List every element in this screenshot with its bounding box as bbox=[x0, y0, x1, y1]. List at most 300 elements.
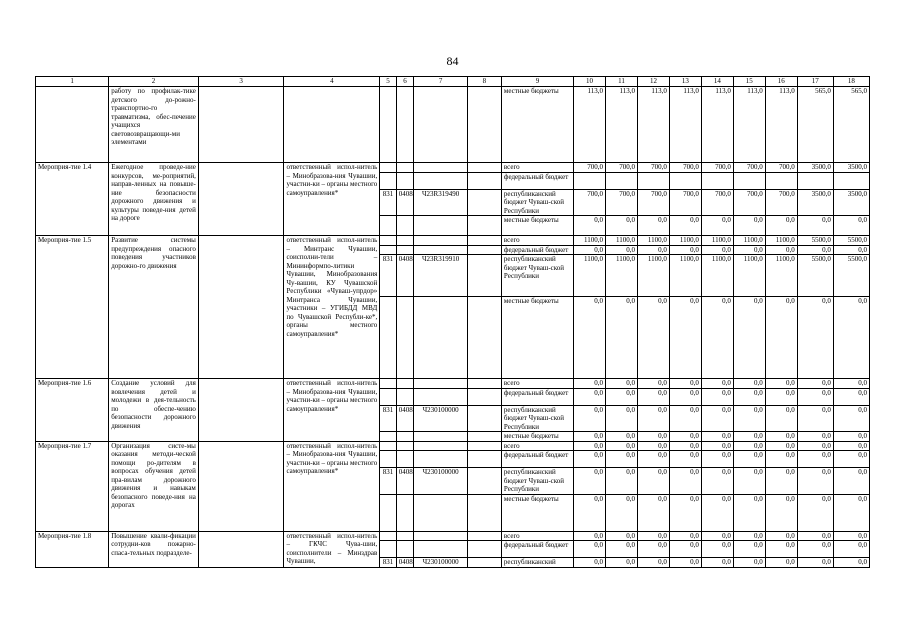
funding-source: республиканский бюджет Чуваш-ской Республики bbox=[501, 405, 573, 432]
value-cell: 1100,0 bbox=[765, 236, 797, 246]
value-cell: 0,0 bbox=[797, 432, 833, 442]
value-cell: 0,0 bbox=[833, 441, 869, 451]
value-cell bbox=[765, 172, 797, 189]
value-cell: 0,0 bbox=[733, 558, 765, 568]
value-cell bbox=[637, 172, 669, 189]
cell-empty bbox=[396, 87, 414, 163]
value-cell: 0,0 bbox=[637, 531, 669, 541]
cell-empty bbox=[380, 216, 396, 236]
funding-source: местные бюджеты bbox=[501, 494, 573, 531]
cell-empty bbox=[198, 531, 284, 567]
header-cell: 10 bbox=[574, 77, 606, 87]
activity-name: Мероприя-тие 1.6 bbox=[36, 379, 109, 442]
cell-empty bbox=[380, 245, 396, 255]
value-cell: 0,0 bbox=[606, 531, 638, 541]
activity-row bbox=[36, 236, 870, 246]
page-number: 84 bbox=[446, 54, 459, 68]
cell-empty bbox=[396, 236, 414, 246]
value-cell: 0,0 bbox=[669, 388, 701, 405]
value-cell: 0,0 bbox=[833, 388, 869, 405]
cell-empty bbox=[380, 379, 396, 389]
value-cell: 700,0 bbox=[733, 163, 765, 173]
rzpr-code: 0408 bbox=[396, 255, 414, 297]
cell-empty bbox=[467, 87, 501, 163]
value-cell bbox=[606, 172, 638, 189]
value-cell: 0,0 bbox=[637, 441, 669, 451]
cell-empty bbox=[467, 172, 501, 189]
value-cell: 0,0 bbox=[833, 494, 869, 531]
value-cell: 0,0 bbox=[733, 405, 765, 432]
value-cell: 0,0 bbox=[669, 432, 701, 442]
value-cell: 1100,0 bbox=[669, 255, 701, 297]
grbs-code: 831 bbox=[380, 405, 396, 432]
funding-source: всего bbox=[501, 236, 573, 246]
activity-executor: ответственный испол-нитель – Минобразова-ния Чувашии, участни-ки – органы местного самоуправления* bbox=[284, 441, 380, 531]
value-cell: 0,0 bbox=[701, 541, 733, 558]
value-cell: 113,0 bbox=[765, 87, 797, 163]
value-cell: 0,0 bbox=[833, 405, 869, 432]
cell-empty bbox=[380, 531, 396, 541]
value-cell: 0,0 bbox=[606, 432, 638, 442]
cell-empty bbox=[414, 531, 468, 541]
value-cell: 0,0 bbox=[669, 297, 701, 379]
value-cell: 0,0 bbox=[733, 468, 765, 495]
cell-empty bbox=[396, 494, 414, 531]
value-cell: 0,0 bbox=[797, 388, 833, 405]
cont-description: работу по профилак-тике детского до-рожно-транспортно-го травматизма, обес-печение учащихся световозвращающи-ми элементами bbox=[109, 87, 199, 163]
value-cell: 0,0 bbox=[574, 297, 606, 379]
value-cell: 0,0 bbox=[765, 451, 797, 468]
cell-empty bbox=[467, 236, 501, 246]
value-cell: 0,0 bbox=[733, 432, 765, 442]
value-cell: 0,0 bbox=[797, 531, 833, 541]
value-cell: 0,0 bbox=[574, 468, 606, 495]
continuation-row bbox=[36, 87, 870, 163]
value-cell: 0,0 bbox=[765, 216, 797, 236]
value-cell: 700,0 bbox=[765, 163, 797, 173]
value-cell: 0,0 bbox=[637, 451, 669, 468]
value-cell: 0,0 bbox=[606, 494, 638, 531]
value-cell: 1100,0 bbox=[637, 236, 669, 246]
value-cell: 0,0 bbox=[797, 297, 833, 379]
csr-code: Ч230100000 bbox=[414, 405, 468, 432]
value-cell: 0,0 bbox=[797, 216, 833, 236]
cell-empty bbox=[396, 541, 414, 558]
value-cell: 0,0 bbox=[701, 441, 733, 451]
value-cell: 0,0 bbox=[574, 405, 606, 432]
rzpr-code: 0408 bbox=[396, 468, 414, 495]
funding-source: федеральный бюджет bbox=[501, 541, 573, 558]
activity-executor: ответственный испол-нитель – Минобразова-ния Чувашии, участни-ки – органы местного самоуправления* bbox=[284, 163, 380, 236]
cell-empty bbox=[396, 441, 414, 451]
value-cell: 0,0 bbox=[637, 245, 669, 255]
cell-empty bbox=[380, 388, 396, 405]
header-cell: 3 bbox=[198, 77, 284, 87]
value-cell: 0,0 bbox=[701, 388, 733, 405]
value-cell: 0,0 bbox=[669, 245, 701, 255]
header-cell: 18 bbox=[833, 77, 869, 87]
cell-empty bbox=[414, 172, 468, 189]
header-cell: 5 bbox=[380, 77, 396, 87]
value-cell: 0,0 bbox=[701, 494, 733, 531]
value-cell: 0,0 bbox=[701, 558, 733, 568]
value-cell: 700,0 bbox=[606, 163, 638, 173]
header-row bbox=[36, 77, 870, 87]
value-cell: 0,0 bbox=[669, 216, 701, 236]
value-cell: 1100,0 bbox=[574, 255, 606, 297]
value-cell: 0,0 bbox=[765, 405, 797, 432]
value-cell: 0,0 bbox=[606, 245, 638, 255]
value-cell: 1100,0 bbox=[637, 255, 669, 297]
cell-empty bbox=[467, 379, 501, 389]
activity-row bbox=[36, 163, 870, 173]
cell-empty bbox=[414, 388, 468, 405]
value-cell: 0,0 bbox=[637, 405, 669, 432]
value-cell bbox=[669, 172, 701, 189]
activity-row bbox=[36, 379, 870, 389]
value-cell: 0,0 bbox=[669, 558, 701, 568]
csr-code: Ч23R319910 bbox=[414, 255, 468, 297]
value-cell: 0,0 bbox=[606, 451, 638, 468]
cell-empty bbox=[414, 163, 468, 173]
cell-empty bbox=[414, 432, 468, 442]
csr-code: Ч230100000 bbox=[414, 558, 468, 568]
value-cell: 0,0 bbox=[574, 451, 606, 468]
value-cell: 0,0 bbox=[574, 531, 606, 541]
csr-code: Ч230100000 bbox=[414, 468, 468, 495]
header-cell: 4 bbox=[284, 77, 380, 87]
value-cell: 0,0 bbox=[797, 379, 833, 389]
value-cell: 0,0 bbox=[574, 216, 606, 236]
value-cell: 0,0 bbox=[833, 297, 869, 379]
grbs-code: 831 bbox=[380, 189, 396, 216]
value-cell: 0,0 bbox=[701, 297, 733, 379]
rzpr-code: 0408 bbox=[396, 558, 414, 568]
activity-executor: ответственный испол-нитель – Минобразова-ния Чувашии, участни-ки – органы местного самоуправления* bbox=[284, 379, 380, 442]
activity-description: Создание условий для вовлечения детей и молодежи в дея-тельность по обеспе-чению безопасности дорожного движения bbox=[109, 379, 199, 442]
cell-empty bbox=[198, 87, 284, 163]
cell-empty bbox=[414, 87, 468, 163]
funding-source: республиканский бюджет Чуваш-ской Республики bbox=[501, 189, 573, 216]
value-cell bbox=[797, 172, 833, 189]
cell-empty bbox=[414, 297, 468, 379]
value-cell: 700,0 bbox=[701, 163, 733, 173]
value-cell: 0,0 bbox=[765, 558, 797, 568]
header-cell: 13 bbox=[669, 77, 701, 87]
value-cell: 700,0 bbox=[637, 163, 669, 173]
cell-empty bbox=[198, 163, 284, 236]
value-cell: 700,0 bbox=[733, 189, 765, 216]
value-cell: 700,0 bbox=[669, 189, 701, 216]
value-cell: 0,0 bbox=[637, 558, 669, 568]
cell-empty bbox=[380, 87, 396, 163]
value-cell: 0,0 bbox=[765, 432, 797, 442]
value-cell: 0,0 bbox=[833, 451, 869, 468]
value-cell: 0,0 bbox=[733, 216, 765, 236]
value-cell: 0,0 bbox=[637, 379, 669, 389]
cell-empty bbox=[414, 494, 468, 531]
value-cell: 700,0 bbox=[669, 163, 701, 173]
cell-empty bbox=[414, 216, 468, 236]
value-cell: 0,0 bbox=[701, 451, 733, 468]
value-cell bbox=[833, 172, 869, 189]
value-cell: 3500,0 bbox=[797, 163, 833, 173]
value-cell: 1100,0 bbox=[733, 255, 765, 297]
value-cell: 0,0 bbox=[574, 441, 606, 451]
vr-code bbox=[467, 405, 501, 432]
funding-source: республиканский bbox=[501, 558, 573, 568]
value-cell: 0,0 bbox=[669, 451, 701, 468]
value-cell: 0,0 bbox=[574, 245, 606, 255]
vr-code bbox=[467, 468, 501, 495]
value-cell: 0,0 bbox=[637, 468, 669, 495]
activity-row bbox=[36, 441, 870, 451]
program-table bbox=[35, 76, 870, 568]
value-cell: 113,0 bbox=[606, 87, 638, 163]
cell-empty bbox=[467, 451, 501, 468]
cell-empty bbox=[396, 297, 414, 379]
activity-executor: ответственный испол-нитель – ГКЧС Чува-шии, соисполнители – Минздрав Чувашии, bbox=[284, 531, 380, 567]
value-cell: 113,0 bbox=[574, 87, 606, 163]
cell-empty bbox=[414, 451, 468, 468]
value-cell: 0,0 bbox=[669, 379, 701, 389]
grbs-code: 831 bbox=[380, 558, 396, 568]
value-cell: 565,0 bbox=[833, 87, 869, 163]
value-cell: 0,0 bbox=[833, 216, 869, 236]
value-cell: 0,0 bbox=[765, 441, 797, 451]
vr-code bbox=[467, 255, 501, 297]
value-cell: 0,0 bbox=[765, 297, 797, 379]
value-cell: 1100,0 bbox=[733, 236, 765, 246]
cell-empty bbox=[396, 172, 414, 189]
value-cell: 0,0 bbox=[701, 216, 733, 236]
value-cell: 0,0 bbox=[797, 451, 833, 468]
cell-empty bbox=[198, 236, 284, 379]
value-cell: 0,0 bbox=[765, 494, 797, 531]
cell-empty bbox=[467, 297, 501, 379]
value-cell: 1100,0 bbox=[701, 236, 733, 246]
value-cell: 0,0 bbox=[797, 541, 833, 558]
activity-name: Мероприя-тие 1.8 bbox=[36, 531, 109, 567]
cell-empty bbox=[396, 379, 414, 389]
header-cell: 15 bbox=[733, 77, 765, 87]
value-cell: 1100,0 bbox=[606, 255, 638, 297]
value-cell: 0,0 bbox=[637, 216, 669, 236]
value-cell: 3500,0 bbox=[833, 163, 869, 173]
cell-empty bbox=[396, 245, 414, 255]
cell-empty bbox=[380, 236, 396, 246]
value-cell: 113,0 bbox=[637, 87, 669, 163]
activity-name: Мероприя-тие 1.4 bbox=[36, 163, 109, 236]
value-cell: 0,0 bbox=[765, 531, 797, 541]
cell-empty bbox=[414, 441, 468, 451]
cell-empty bbox=[467, 441, 501, 451]
cell-empty bbox=[380, 441, 396, 451]
funding-source: всего bbox=[501, 531, 573, 541]
value-cell: 0,0 bbox=[637, 541, 669, 558]
value-cell: 5500,0 bbox=[797, 255, 833, 297]
activity-description: Развитие системы предупреждения опасного поведения участников дорожно-го движения bbox=[109, 236, 199, 379]
cell-empty bbox=[198, 441, 284, 531]
value-cell: 0,0 bbox=[765, 541, 797, 558]
activity-row bbox=[36, 531, 870, 541]
value-cell: 3500,0 bbox=[797, 189, 833, 216]
header-cell: 16 bbox=[765, 77, 797, 87]
value-cell: 1100,0 bbox=[574, 236, 606, 246]
value-cell: 0,0 bbox=[733, 297, 765, 379]
value-cell: 0,0 bbox=[669, 405, 701, 432]
cell-empty bbox=[414, 379, 468, 389]
cell-empty bbox=[396, 531, 414, 541]
cell-empty bbox=[380, 297, 396, 379]
value-cell bbox=[733, 172, 765, 189]
value-cell: 0,0 bbox=[733, 451, 765, 468]
cell-empty bbox=[467, 388, 501, 405]
value-cell: 0,0 bbox=[606, 441, 638, 451]
value-cell: 0,0 bbox=[733, 541, 765, 558]
value-cell: 700,0 bbox=[765, 189, 797, 216]
value-cell: 0,0 bbox=[833, 468, 869, 495]
cell-empty bbox=[414, 245, 468, 255]
value-cell: 0,0 bbox=[606, 216, 638, 236]
value-cell: 0,0 bbox=[701, 245, 733, 255]
cell-empty bbox=[414, 541, 468, 558]
header-cell: 17 bbox=[797, 77, 833, 87]
header-cell: 8 bbox=[467, 77, 501, 87]
funding-source: местные бюджеты bbox=[501, 87, 573, 163]
funding-source: республиканский бюджет Чуваш-ской Республики bbox=[501, 255, 573, 297]
value-cell: 3500,0 bbox=[833, 189, 869, 216]
header-cell: 9 bbox=[501, 77, 573, 87]
value-cell: 5500,0 bbox=[797, 236, 833, 246]
value-cell: 0,0 bbox=[797, 245, 833, 255]
value-cell: 700,0 bbox=[701, 189, 733, 216]
value-cell: 0,0 bbox=[765, 388, 797, 405]
value-cell: 0,0 bbox=[765, 468, 797, 495]
vr-code bbox=[467, 558, 501, 568]
value-cell: 0,0 bbox=[797, 494, 833, 531]
cell-empty bbox=[396, 216, 414, 236]
cell-empty bbox=[467, 432, 501, 442]
value-cell: 1100,0 bbox=[701, 255, 733, 297]
header-cell: 14 bbox=[701, 77, 733, 87]
activity-name: Мероприя-тие 1.7 bbox=[36, 441, 109, 531]
csr-code: Ч23R319490 bbox=[414, 189, 468, 216]
value-cell: 0,0 bbox=[669, 494, 701, 531]
activity-description: Повышение квали-фикации сотрудни-ков пожарно-спаса-тельных подразделе- bbox=[109, 531, 199, 567]
value-cell: 0,0 bbox=[637, 297, 669, 379]
value-cell: 0,0 bbox=[733, 494, 765, 531]
activity-description: Организация систе-мы оказания методи-ческой помощи ро-дителям в вопросах обучения детей пра-вилам дорожного движения и навыкам безопасного поведе-ния на дорогах bbox=[109, 441, 199, 531]
value-cell: 0,0 bbox=[574, 558, 606, 568]
value-cell: 0,0 bbox=[606, 558, 638, 568]
value-cell: 0,0 bbox=[833, 245, 869, 255]
value-cell: 0,0 bbox=[669, 531, 701, 541]
funding-source: федеральный бюджет bbox=[501, 451, 573, 468]
cell-empty bbox=[467, 494, 501, 531]
funding-source: всего bbox=[501, 163, 573, 173]
rzpr-code: 0408 bbox=[396, 189, 414, 216]
value-cell: 0,0 bbox=[701, 432, 733, 442]
value-cell: 0,0 bbox=[574, 541, 606, 558]
value-cell: 0,0 bbox=[833, 541, 869, 558]
value-cell: 0,0 bbox=[833, 432, 869, 442]
value-cell: 0,0 bbox=[574, 494, 606, 531]
value-cell: 0,0 bbox=[669, 468, 701, 495]
value-cell: 0,0 bbox=[733, 441, 765, 451]
header-cell: 7 bbox=[414, 77, 468, 87]
value-cell: 0,0 bbox=[701, 405, 733, 432]
header-cell: 2 bbox=[109, 77, 199, 87]
vr-code bbox=[467, 189, 501, 216]
header-cell: 1 bbox=[36, 77, 109, 87]
cell-empty bbox=[380, 541, 396, 558]
value-cell: 0,0 bbox=[733, 379, 765, 389]
value-cell: 5500,0 bbox=[833, 236, 869, 246]
value-cell: 0,0 bbox=[797, 468, 833, 495]
grbs-code: 831 bbox=[380, 468, 396, 495]
value-cell: 0,0 bbox=[606, 388, 638, 405]
cell-empty bbox=[467, 245, 501, 255]
funding-source: федеральный бюджет bbox=[501, 245, 573, 255]
cell-empty bbox=[467, 531, 501, 541]
activity-description: Ежегодное проведе-ние конкурсов, ме-роприятий, направ-ленных на повыше-ние безопасности дорожного движения и культуры поведе-ния детей на дороге bbox=[109, 163, 199, 236]
activity-name: Мероприя-тие 1.5 bbox=[36, 236, 109, 379]
cell-empty bbox=[467, 541, 501, 558]
value-cell: 0,0 bbox=[765, 379, 797, 389]
cell-empty bbox=[396, 432, 414, 442]
grbs-code: 831 bbox=[380, 255, 396, 297]
value-cell: 0,0 bbox=[833, 531, 869, 541]
value-cell: 0,0 bbox=[637, 494, 669, 531]
value-cell: 700,0 bbox=[574, 163, 606, 173]
cell-empty bbox=[396, 163, 414, 173]
funding-source: федеральный бюджет bbox=[501, 172, 573, 189]
value-cell: 0,0 bbox=[574, 379, 606, 389]
value-cell: 700,0 bbox=[574, 189, 606, 216]
funding-source: всего bbox=[501, 441, 573, 451]
value-cell: 700,0 bbox=[637, 189, 669, 216]
value-cell: 113,0 bbox=[669, 87, 701, 163]
value-cell: 0,0 bbox=[833, 379, 869, 389]
value-cell: 0,0 bbox=[606, 541, 638, 558]
value-cell: 113,0 bbox=[701, 87, 733, 163]
value-cell: 0,0 bbox=[574, 388, 606, 405]
value-cell: 700,0 bbox=[606, 189, 638, 216]
cell-empty bbox=[396, 451, 414, 468]
funding-source: местные бюджеты bbox=[501, 432, 573, 442]
header-cell: 6 bbox=[396, 77, 414, 87]
value-cell: 0,0 bbox=[606, 297, 638, 379]
value-cell: 0,0 bbox=[669, 441, 701, 451]
value-cell: 0,0 bbox=[733, 245, 765, 255]
funding-source: республиканский бюджет Чуваш-ской Республики bbox=[501, 468, 573, 495]
value-cell: 0,0 bbox=[797, 405, 833, 432]
cell-empty bbox=[36, 87, 109, 163]
cell-empty bbox=[467, 163, 501, 173]
value-cell bbox=[701, 172, 733, 189]
cell-empty bbox=[380, 494, 396, 531]
value-cell: 1100,0 bbox=[669, 236, 701, 246]
value-cell: 0,0 bbox=[606, 468, 638, 495]
value-cell: 5500,0 bbox=[833, 255, 869, 297]
value-cell: 0,0 bbox=[637, 388, 669, 405]
value-cell: 0,0 bbox=[733, 531, 765, 541]
activity-executor: ответственный испол-нитель – Минтранс Чувашии, соисполни-тели – Мининформпо-литики Чувашии, Минобразования Чу-вашии, КУ Чувашской Республики «Чуваш-упрдор» Минтранса Чувашии, участники – УГИБДД МВД по Чувашской Республи-ке*, органы местного самоуправления* bbox=[284, 236, 380, 379]
value-cell: 0,0 bbox=[733, 388, 765, 405]
cell-empty bbox=[284, 87, 380, 163]
cell-empty bbox=[396, 388, 414, 405]
